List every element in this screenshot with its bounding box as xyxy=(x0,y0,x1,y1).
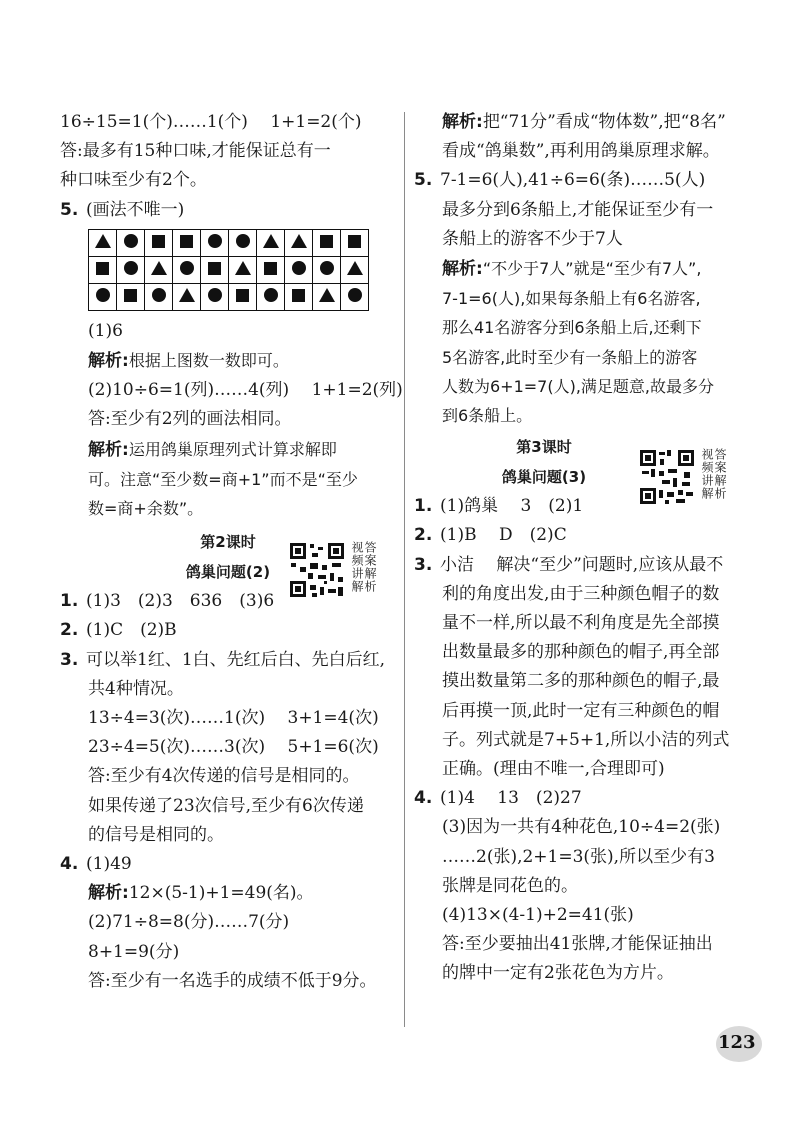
grid-cell xyxy=(257,283,285,310)
grid-cell xyxy=(313,283,341,310)
answer-line: 13÷4=3(次)……1(次) 3+1=4(次) xyxy=(88,708,379,729)
answer-text: (1)3 (2)3 636 (3)6 xyxy=(86,591,275,612)
answer-text: 小洁 解决“至少”问题时,应该从最不 xyxy=(440,554,724,575)
square-icon xyxy=(208,262,221,275)
grid-row xyxy=(89,229,369,256)
grid-cell xyxy=(229,283,257,310)
answer-line: 的信号是相同的。 xyxy=(88,824,224,845)
grid-row xyxy=(89,283,369,310)
question-number: 5. xyxy=(60,199,79,220)
circle-icon xyxy=(320,261,334,275)
analysis-line: 7-1=6(人),如果每条船上有6名游客, xyxy=(442,289,701,309)
answer-item xyxy=(60,850,396,879)
answer-line: (2)71÷8=8(分)……7(分) xyxy=(88,912,290,933)
analysis-line xyxy=(60,346,396,376)
grid-cell xyxy=(341,229,369,256)
analysis-text: 运用鸽巢原理列式计算求解即 xyxy=(128,439,337,459)
answer-item xyxy=(414,521,764,550)
question-text: (画法不唯一) xyxy=(86,199,185,220)
grid-cell xyxy=(117,283,145,310)
analysis-line xyxy=(60,879,396,908)
analysis-text: 把“71分”看成“物体数”,把“8名” xyxy=(482,112,726,132)
analysis-text: 根据上图数一数即可。 xyxy=(128,351,289,371)
grid-cell xyxy=(89,283,117,310)
square-icon xyxy=(264,262,277,275)
grid-cell xyxy=(201,229,229,256)
grid-cell xyxy=(173,256,201,283)
answer-item xyxy=(60,646,396,675)
answer-line: 正确。(理由不唯一,合理即可) xyxy=(442,759,665,780)
answer-line: (4)13×(4-1)+2=41(张) xyxy=(442,905,634,926)
answer-line: 出数量最多的那种颜色的帽子,再全部 xyxy=(442,642,720,663)
qr-caption-col: 视频讲解 xyxy=(700,448,714,500)
grid-cell xyxy=(285,283,313,310)
analysis-line: 5名游客,此时至少有一条船上的游客 xyxy=(442,347,698,367)
circle-icon xyxy=(180,261,194,275)
grid-cell xyxy=(285,256,313,283)
qr-caption-col: 答案解析 xyxy=(363,541,377,593)
triangle-icon xyxy=(347,261,363,275)
question-5 xyxy=(60,196,396,225)
triangle-icon xyxy=(291,234,307,248)
grid-cell xyxy=(173,283,201,310)
question-number: 2. xyxy=(60,620,79,641)
section-topic-title: 鸽巢问题(3) xyxy=(501,468,587,487)
question-number: 2. xyxy=(414,525,433,546)
answer-line: 的牌中一定有2张花色为方片。 xyxy=(442,963,674,984)
analysis-line xyxy=(414,108,764,137)
grid-cell xyxy=(145,229,173,256)
circle-icon xyxy=(124,261,138,275)
grid-cell xyxy=(229,229,257,256)
page-number-badge xyxy=(716,1026,766,1066)
page-number: 123 xyxy=(718,1032,756,1053)
answer-line: ……2(张),2+1=3(张),所以至少有3 xyxy=(442,846,715,867)
circle-icon xyxy=(348,288,362,302)
column-divider xyxy=(404,112,405,1027)
answer-line: 如果传递了23次信号,至少有6次传递 xyxy=(88,795,364,816)
answer-line: 8+1=9(分) xyxy=(88,941,180,962)
qr-caption xyxy=(350,541,376,593)
grid-cell xyxy=(201,283,229,310)
right-column xyxy=(414,108,764,989)
text-line: 种口味至少有2个。 xyxy=(60,170,207,191)
qr-code-icon[interactable] xyxy=(288,541,346,599)
answer-text: (1)49 xyxy=(86,854,132,875)
analysis-text: 12×(5-1)+1=49(名)。 xyxy=(128,883,314,904)
answer-line: 最多分到6条船上,才能保证至少有一 xyxy=(442,199,714,220)
square-icon xyxy=(124,289,137,302)
answer-text: 7-1=6(人),41÷6=6(条)……5(人) xyxy=(440,170,706,191)
circle-icon xyxy=(292,261,306,275)
qr-caption-col: 视频讲解 xyxy=(350,541,364,593)
triangle-icon xyxy=(179,288,195,302)
triangle-icon xyxy=(235,261,251,275)
question-number: 1. xyxy=(414,496,433,517)
answer-text: (1)C (2)B xyxy=(86,620,177,641)
square-icon xyxy=(180,235,193,248)
answer-line: (3)因为一共有4种花色,10÷4=2(张) xyxy=(442,817,721,838)
grid-cell xyxy=(257,229,285,256)
answer-line: 后再摸一顶,此时一定有三种颜色的帽 xyxy=(442,700,720,721)
answer-line: 答:至少有一名选手的成绩不低于9分。 xyxy=(88,970,377,991)
grid-cell xyxy=(201,256,229,283)
grid-cell xyxy=(117,229,145,256)
square-icon xyxy=(152,235,165,248)
triangle-icon xyxy=(151,261,167,275)
square-icon xyxy=(348,235,361,248)
circle-icon xyxy=(152,288,166,302)
circle-icon xyxy=(124,234,138,248)
analysis-line xyxy=(60,435,396,465)
grid-cell xyxy=(145,283,173,310)
answer-text: 可以举1红、1白、先红后白、先白后红, xyxy=(86,649,386,670)
answer-line: 答:至少有2列的画法相同。 xyxy=(88,409,292,430)
qr-caption xyxy=(700,448,726,500)
section-heading xyxy=(414,432,674,492)
grid-cell xyxy=(313,256,341,283)
analysis-line: 到6条船上。 xyxy=(442,406,533,426)
answer-line: 利的角度出发,由于三种颜色帽子的数 xyxy=(442,583,720,604)
answer-line: 条船上的游客不少于7人 xyxy=(442,228,623,249)
question-number: 1. xyxy=(60,591,79,612)
square-icon xyxy=(96,262,109,275)
text-line: 16÷15=1(个)……1(个) 1+1=2(个) xyxy=(60,112,362,132)
square-icon xyxy=(292,289,305,302)
answer-text: (1)4 13 (2)27 xyxy=(440,788,582,809)
answer-line: 张牌是同花色的。 xyxy=(442,875,578,896)
analysis-label: 解析: xyxy=(442,112,483,132)
section-topic-title: 鸽巢问题(2) xyxy=(185,563,271,582)
answer-line: 23÷4=5(次)……3(次) 5+1=6(次) xyxy=(88,737,379,758)
grid-row xyxy=(89,256,369,283)
section-lesson-title: 第2课时 xyxy=(200,533,256,552)
analysis-text: “不少于7人”就是“至少有7人”, xyxy=(482,259,702,279)
analysis-line: 数=商+余数”。 xyxy=(88,499,204,519)
grid-cell xyxy=(173,229,201,256)
analysis-line: 那么41名游客分到6条船上后,还剩下 xyxy=(442,318,702,338)
section-lesson-title: 第3课时 xyxy=(516,438,572,457)
question-number: 5. xyxy=(414,170,433,191)
analysis-line xyxy=(414,254,764,284)
circle-icon xyxy=(96,288,110,302)
question-number: 4. xyxy=(414,788,433,809)
qr-code-block-lesson3 xyxy=(638,448,726,506)
circle-icon xyxy=(236,234,250,248)
grid-cell xyxy=(313,229,341,256)
answer-item xyxy=(414,166,764,195)
grid-cell xyxy=(229,256,257,283)
circle-icon xyxy=(208,234,222,248)
grid-cell xyxy=(117,256,145,283)
answer-item xyxy=(60,616,396,645)
answer-text: (1)B D (2)C xyxy=(440,525,567,546)
analysis-label: 解析: xyxy=(88,351,129,372)
analysis-label: 解析: xyxy=(88,439,129,460)
answer-line: 量不一样,所以最不利角度是先全部摸 xyxy=(442,613,720,634)
grid-cell xyxy=(285,229,313,256)
question-number: 3. xyxy=(414,554,433,575)
analysis-line: 人数为6+1=7(人),满足题意,故最多分 xyxy=(442,376,715,396)
shape-grid xyxy=(88,229,369,311)
circle-icon xyxy=(208,288,222,302)
analysis-line: 可。注意“至少数=商+1”而不是“至少 xyxy=(88,469,358,489)
grid-cell xyxy=(89,229,117,256)
grid-cell xyxy=(257,256,285,283)
circle-icon xyxy=(264,288,278,302)
qr-caption-col: 答案解析 xyxy=(713,448,727,500)
square-icon xyxy=(236,289,249,302)
grid-cell xyxy=(341,256,369,283)
analysis-label: 解析: xyxy=(442,259,483,280)
question-number: 3. xyxy=(60,649,79,670)
answer-item xyxy=(414,551,764,580)
triangle-icon xyxy=(319,288,335,302)
analysis-label: 解析: xyxy=(88,883,129,904)
qr-code-block-lesson2 xyxy=(288,541,376,599)
answer-text: (1)鸽巢 3 (2)1 xyxy=(440,496,584,517)
grid-cell xyxy=(341,283,369,310)
answer-line: (2)10÷6=1(列)……4(列) 1+1=2(列) xyxy=(88,380,403,401)
answer-line: 共4种情况。 xyxy=(88,678,184,699)
answer-line: 摸出数量第二多的那种颜色的帽子,最 xyxy=(442,671,720,692)
grid-cell xyxy=(89,256,117,283)
answer-line: (1)6 xyxy=(88,320,123,341)
triangle-icon xyxy=(95,234,111,248)
triangle-icon xyxy=(263,234,279,248)
grid-cell xyxy=(145,256,173,283)
answer-item xyxy=(414,784,764,813)
analysis-line: 看成“鸽巢数”,再利用鸽巢原理求解。 xyxy=(442,141,720,162)
text-line: 答:最多有15种口味,才能保证总有一 xyxy=(60,141,331,162)
answer-line: 答:至少有4次传递的信号是相同的。 xyxy=(88,766,360,787)
answer-line: 答:至少要抽出41张牌,才能保证抽出 xyxy=(442,934,713,955)
square-icon xyxy=(320,235,333,248)
answer-line: 子。列式就是7+5+1,所以小洁的列式 xyxy=(442,729,730,750)
qr-code-icon[interactable] xyxy=(638,448,696,506)
question-number: 4. xyxy=(60,854,79,875)
